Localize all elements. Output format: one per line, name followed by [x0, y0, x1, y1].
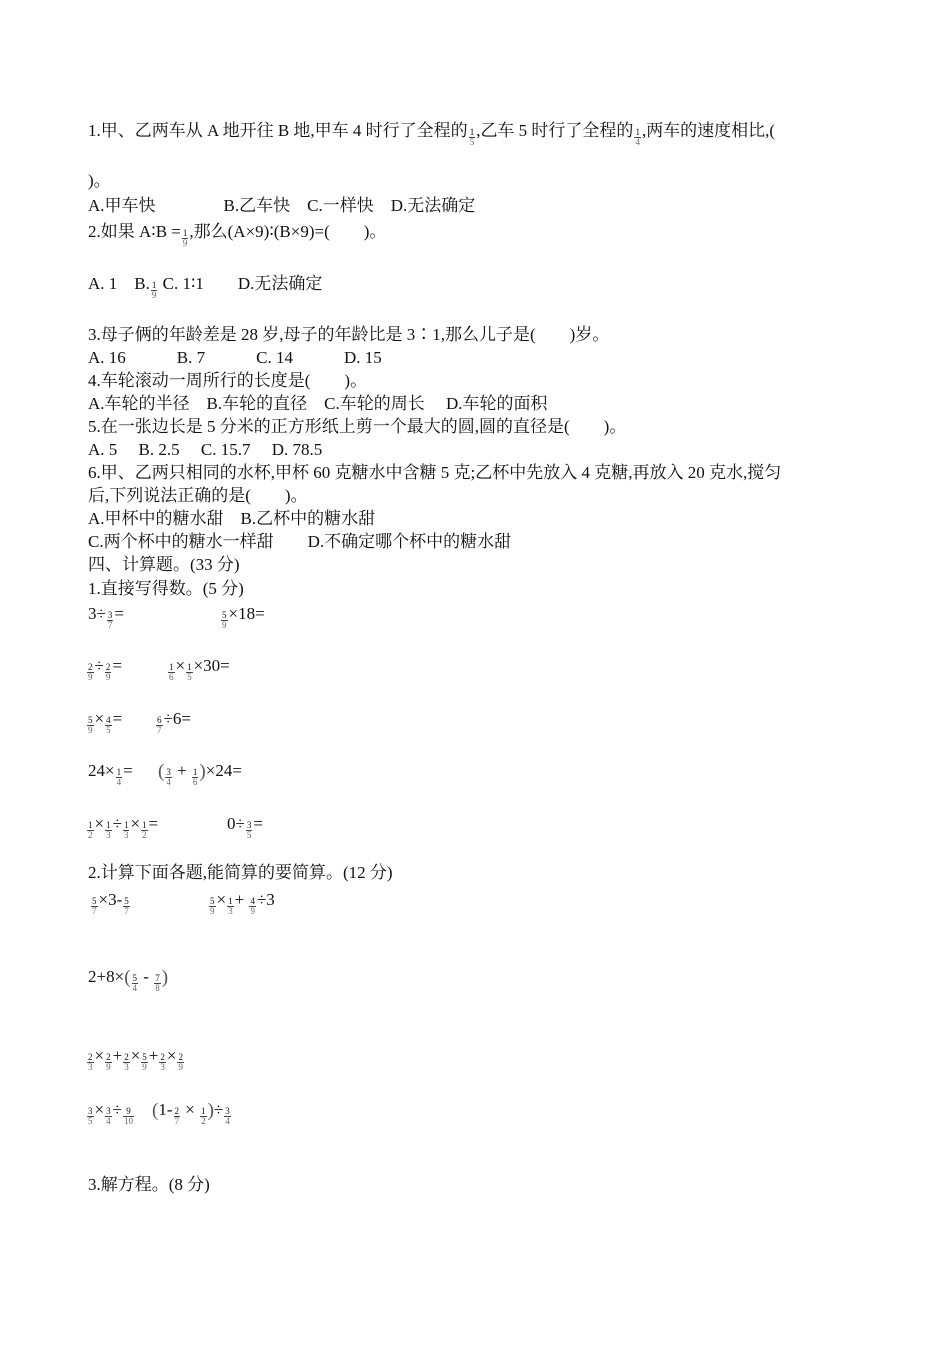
- question-6-stem-line-2: 后,下列说法正确的是( )。: [88, 486, 308, 505]
- close-paren: ): [161, 967, 169, 989]
- section-4-title: 四、计算题。(33 分): [88, 555, 240, 574]
- question-5-stem: 5.在一张边长是 5 分米的正方形纸上剪一个最大的圆,圆的直径是( )。: [88, 417, 627, 436]
- denominator: 3: [124, 1061, 129, 1072]
- numerator: 2: [174, 1105, 179, 1116]
- numerator: 2: [88, 1051, 93, 1062]
- numerator: 1: [635, 126, 640, 137]
- denominator: 4: [116, 776, 122, 787]
- numerator: 1: [187, 661, 192, 672]
- operator: ×: [166, 1046, 177, 1065]
- operator: ×: [94, 814, 105, 833]
- operator: ×: [130, 814, 141, 833]
- numerator: 5: [210, 895, 215, 906]
- numerator: 1: [116, 766, 122, 777]
- fraction: [151, 281, 158, 300]
- direct-calc-4a: [88, 760, 133, 787]
- expr-text: 1-: [158, 1100, 173, 1119]
- fraction: [177, 1053, 184, 1072]
- denominator: 2: [88, 829, 93, 840]
- numerator: 6: [157, 714, 162, 725]
- fraction: [141, 1053, 148, 1072]
- question-4-stem: 4.车轮滚动一周所行的长度是( )。: [88, 371, 368, 390]
- expr-text: ×30=: [193, 656, 230, 675]
- denominator: 3: [160, 1061, 165, 1072]
- fraction: [105, 663, 112, 682]
- expr-text: 3÷: [88, 604, 106, 623]
- numerator: 3: [107, 609, 113, 620]
- numerator: 4: [250, 895, 255, 906]
- q1-text-b: ,乙车 5 时行了全程的: [476, 121, 634, 140]
- fraction: [209, 897, 216, 916]
- denominator: 10: [123, 1115, 133, 1126]
- numerator: 1: [469, 126, 475, 137]
- fraction: [105, 1053, 112, 1072]
- fraction: [123, 1053, 130, 1072]
- close-paren: ): [199, 761, 206, 783]
- operator: ÷: [94, 656, 104, 675]
- numerator: 1: [142, 819, 147, 830]
- denominator: 9: [151, 289, 157, 300]
- operator: +: [148, 1046, 159, 1065]
- question-5-options: A. 5 B. 2.5 C. 15.7 D. 78.5: [88, 440, 323, 459]
- operator: ×: [216, 890, 227, 909]
- expr-text: =: [112, 709, 123, 728]
- fraction: [87, 1107, 94, 1126]
- fraction: [87, 821, 94, 840]
- denominator: 5: [246, 829, 252, 840]
- denominator: 3: [88, 1061, 93, 1072]
- denominator: 3: [228, 905, 233, 916]
- direct-calc-3b: [155, 708, 191, 735]
- numerator: 1: [228, 895, 233, 906]
- denominator: 8: [155, 982, 160, 993]
- expr-text: =: [148, 814, 159, 833]
- direct-calc-2a: [86, 655, 122, 682]
- denominator: 9: [178, 1061, 183, 1072]
- numerator: 1: [123, 819, 129, 830]
- operator: ÷: [112, 1100, 122, 1119]
- fraction: [634, 128, 641, 147]
- expr-text: 2+8×: [88, 967, 125, 986]
- denominator: 7: [157, 724, 162, 735]
- numerator: 5: [124, 895, 129, 906]
- numerator: 3: [246, 819, 252, 830]
- numerator: 2: [106, 1051, 111, 1062]
- numerator: 5: [92, 895, 97, 906]
- question-2-stem: [88, 221, 387, 248]
- fraction: [221, 611, 228, 630]
- operator: ×: [94, 1100, 105, 1119]
- numerator: 1: [106, 819, 111, 830]
- operator: ×: [94, 709, 105, 728]
- fraction: [154, 974, 161, 993]
- fraction: [159, 1053, 166, 1072]
- numerator: 2: [160, 1051, 165, 1062]
- fraction: [182, 229, 189, 248]
- expr-text: ÷3: [256, 890, 275, 909]
- fraction: [105, 1107, 112, 1126]
- q2-text-a: 2.如果 A∶B =: [88, 222, 181, 241]
- fraction: [123, 897, 130, 916]
- q1-text-a: 1.甲、乙两车从 A 地开往 B 地,甲车 4 时行了全程的: [88, 121, 468, 140]
- numerator: 2: [124, 1051, 129, 1062]
- question-4-options: A.车轮的半径 B.车轮的直径 C.车轮的周长 D.车轮的面积: [88, 394, 548, 413]
- fraction: [105, 716, 112, 735]
- denominator: 9: [105, 671, 111, 682]
- operator: ×: [94, 1046, 105, 1065]
- question-1-close: )。: [88, 171, 111, 190]
- direct-calc-1b: [220, 603, 265, 630]
- numerator: 5: [132, 972, 138, 983]
- numerator: 5: [222, 609, 227, 620]
- denominator: 4: [166, 776, 171, 787]
- fraction: [132, 974, 139, 993]
- expr-text: 24×: [88, 761, 115, 780]
- fraction: [168, 663, 175, 682]
- denominator: 9: [210, 905, 215, 916]
- part-2-title: 2.计算下面各题,能简算的要简算。(12 分): [88, 863, 393, 882]
- operator: ×: [130, 1046, 141, 1065]
- denominator: 9: [88, 671, 93, 682]
- denominator: 9: [88, 724, 93, 735]
- direct-calc-5b: [227, 813, 263, 840]
- denominator: 3: [106, 829, 111, 840]
- denominator: 5: [106, 724, 111, 735]
- denominator: 6: [169, 671, 174, 682]
- question-3-stem: 3.母子俩的年龄差是 28 岁,母子的年龄比是 3∶1,那么儿子是( )岁。: [88, 325, 610, 344]
- fraction: [123, 1107, 134, 1126]
- numerator: 2: [178, 1051, 183, 1062]
- numerator: 5: [142, 1051, 147, 1062]
- operator: ÷: [112, 814, 122, 833]
- close-paren: ): [207, 1100, 214, 1122]
- part-3-title: 3.解方程。(8 分): [88, 1175, 210, 1194]
- numerator: 1: [201, 1105, 206, 1116]
- numerator: 3: [88, 1105, 93, 1116]
- numerator: 1: [182, 227, 188, 238]
- denominator: 9: [182, 237, 188, 248]
- expr-text: =: [114, 604, 124, 623]
- numerator: 2: [88, 661, 93, 672]
- numerator: 3: [106, 1105, 111, 1116]
- fraction: [249, 897, 256, 916]
- denominator: 3: [123, 829, 129, 840]
- question-2-options: [88, 273, 323, 300]
- numerator: 1: [192, 766, 198, 777]
- operator: ÷: [213, 1100, 224, 1119]
- fraction: [87, 663, 94, 682]
- fraction: [87, 716, 94, 735]
- fraction: [116, 768, 123, 787]
- simplify-calc-1: [90, 889, 131, 916]
- open-paren: (: [152, 1100, 159, 1122]
- operator: ×: [175, 656, 186, 675]
- question-6-options-line-1: A.甲杯中的糖水甜 B.乙杯中的糖水甜: [88, 509, 376, 528]
- fraction: [186, 663, 193, 682]
- denominator: 4: [635, 136, 640, 147]
- q2-option-a: A. 1 B.: [88, 274, 150, 293]
- simplify-calc-2: [208, 889, 275, 916]
- expr-text: =: [253, 814, 263, 833]
- question-1-options: A.甲车快 B.乙车快 C.一样快 D.无法确定: [88, 196, 476, 215]
- fraction: [141, 821, 148, 840]
- numerator: 3: [225, 1105, 230, 1116]
- fraction: [174, 1107, 181, 1126]
- denominator: 5: [187, 671, 192, 682]
- denominator: 2: [142, 829, 147, 840]
- denominator: 2: [201, 1115, 206, 1126]
- fraction: [156, 716, 163, 735]
- q1-text-c: ,两车的速度相比,(: [641, 121, 776, 140]
- denominator: 7: [107, 619, 113, 630]
- fraction: [91, 897, 98, 916]
- fraction: [107, 611, 114, 630]
- simplify-calc-5: [86, 1099, 135, 1126]
- simplify-calc-6: [152, 1099, 232, 1126]
- denominator: 5: [469, 136, 475, 147]
- denominator: 4: [132, 982, 138, 993]
- operator: +: [234, 890, 249, 909]
- part-1-title: 1.直接写得数。(5 分): [88, 579, 244, 598]
- expr-text: ×3-: [98, 890, 123, 909]
- question-3-options: A. 16 B. 7 C. 14 D. 15: [88, 348, 382, 367]
- question-6-options-line-2: C.两个杯中的糖水一样甜 D.不确定哪个杯中的糖水甜: [88, 532, 512, 551]
- denominator: 7: [124, 905, 129, 916]
- fraction: [224, 1107, 231, 1126]
- numerator: 2: [105, 661, 111, 672]
- direct-calc-5a: [86, 813, 159, 840]
- numerator: 1: [169, 661, 174, 672]
- fraction: [200, 1107, 207, 1126]
- operator: +: [112, 1046, 123, 1065]
- expr-text: =: [123, 761, 133, 780]
- denominator: 7: [174, 1115, 179, 1126]
- expr-text: =: [112, 656, 122, 675]
- expr-text: ×24=: [205, 761, 242, 780]
- numerator: 3: [166, 766, 171, 777]
- question-6-stem-line-1: 6.甲、乙两只相同的水杯,甲杯 60 克糖水中含糖 5 克;乙杯中先放入 4 克糖,再放入 20 克水,搅匀: [88, 463, 782, 482]
- denominator: 9: [106, 1061, 111, 1072]
- operator: ×: [181, 1100, 200, 1119]
- numerator: 5: [88, 714, 93, 725]
- fraction: [192, 768, 199, 787]
- fraction: [105, 821, 112, 840]
- numerator: 1: [88, 819, 93, 830]
- simplify-calc-3: [88, 966, 169, 993]
- q2-option-rest: C. 1∶1 D.无法确定: [158, 274, 323, 293]
- fraction: [123, 821, 130, 840]
- fraction: [469, 128, 476, 147]
- expr-text: ÷6=: [163, 709, 191, 728]
- numerator: 4: [106, 714, 111, 725]
- open-paren: (: [124, 967, 131, 989]
- operator: -: [139, 967, 154, 986]
- denominator: 9: [142, 1061, 147, 1072]
- numerator: 1: [151, 279, 157, 290]
- fraction: [246, 821, 253, 840]
- direct-calc-3a: [86, 708, 123, 735]
- numerator: 7: [155, 972, 160, 983]
- question-1-stem: [88, 120, 776, 147]
- direct-calc-4b: [158, 760, 242, 787]
- denominator: 7: [92, 905, 97, 916]
- expr-text: ×18=: [228, 604, 265, 623]
- operator: +: [172, 761, 191, 780]
- denominator: 5: [88, 1115, 93, 1126]
- fraction: [165, 768, 172, 787]
- numerator: 9: [126, 1105, 131, 1116]
- fraction: [87, 1053, 94, 1072]
- q2-text-b: ,那么(A×9)∶(B×9)=( )。: [189, 222, 387, 241]
- denominator: 4: [106, 1115, 111, 1126]
- denominator: 9: [250, 905, 255, 916]
- simplify-calc-4: [86, 1045, 185, 1072]
- denominator: 6: [192, 776, 198, 787]
- expr-text: 0÷: [227, 814, 245, 833]
- direct-calc-2b: [167, 655, 230, 682]
- open-paren: (: [158, 761, 165, 783]
- denominator: 4: [225, 1115, 230, 1126]
- fraction: [227, 897, 234, 916]
- denominator: 9: [222, 619, 227, 630]
- direct-calc-1a: [88, 603, 124, 630]
